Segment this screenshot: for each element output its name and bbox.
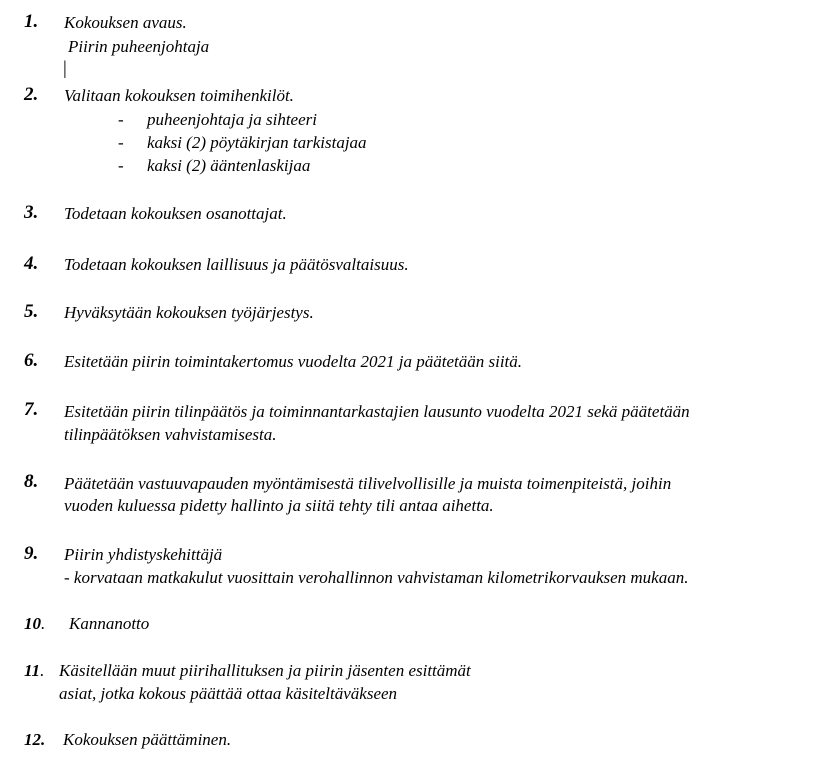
item-number-1: 1.: [24, 11, 39, 32]
item-4-line-1: Todetaan kokouksen laillisuus ja päätösvaltaisuus.: [64, 255, 409, 274]
item-2-sub-3-text: kaksi (2) ääntenlaskijaa: [147, 156, 311, 175]
item-2-sub-3-dash: -: [118, 156, 124, 175]
item-8-line-2: vuoden kuluessa pidetty hallinto ja siitä tehty tili antaa aihetta.: [64, 496, 494, 515]
item-7-line-2: tilinpäätöksen vahvistamisesta.: [64, 425, 277, 444]
item-number-10: 10.: [24, 614, 46, 633]
item-number-5: 5.: [24, 301, 39, 322]
item-number-7: 7.: [24, 399, 39, 420]
item-2-line-1: Valitaan kokouksen toimihenkilöt.: [64, 86, 294, 105]
item-10-line-1: Kannanotto: [69, 614, 150, 633]
item-11-line-1: Käsitellään muut piirihallituksen ja piirin jäsenten esittämät: [59, 661, 471, 680]
item-3-line-1: Todetaan kokouksen osanottajat.: [64, 204, 287, 223]
item-2-sub-1-text: puheenjohtaja ja sihteeri: [147, 110, 317, 129]
item-number-9: 9.: [24, 543, 39, 564]
text-cursor: |: [63, 58, 67, 79]
item-7-line-1: Esitetään piirin tilinpäätös ja toiminnantarkastajien lausunto vuodelta 2021 sekä päätetään: [64, 402, 690, 421]
item-number-8: 8.: [24, 471, 39, 492]
item-number-4: 4.: [24, 253, 39, 274]
item-11-line-2: asiat, jotka kokous päättää ottaa käsiteltäväkseen: [59, 684, 398, 703]
item-number-11: 11.: [24, 661, 45, 680]
item-number-3: 3.: [24, 202, 39, 223]
item-number-12: 12.: [24, 730, 46, 749]
item-5-line-1: Hyväksytään kokouksen työjärjestys.: [64, 303, 314, 322]
item-6-line-1: Esitetään piirin toimintakertomus vuodelta 2021 ja päätetään siitä.: [64, 352, 523, 371]
item-8-line-1: Päätetään vastuuvapauden myöntämisestä tilivelvollisille ja muista toimenpiteistä, joihin: [64, 474, 672, 493]
item-number-2: 2.: [24, 84, 39, 105]
item-number-6: 6.: [24, 350, 39, 371]
item-2-sub-1-dash: -: [118, 110, 124, 129]
item-1-line-2: Piirin puheenjohtaja: [68, 37, 210, 56]
item-9-line-1: Piirin yhdistyskehittäjä: [64, 545, 223, 564]
item-12-line-1: Kokouksen päättäminen.: [63, 730, 232, 749]
item-9-line-2: - korvataan matkakulut vuosittain verohallinnon vahvistaman kilometrikorvauksen mukaan.: [64, 568, 689, 587]
item-2-sub-2-text: kaksi (2) pöytäkirjan tarkistajaa: [147, 133, 367, 152]
item-1-line-1: Kokouksen avaus.: [64, 13, 187, 32]
item-2-sub-2-dash: -: [118, 133, 124, 152]
